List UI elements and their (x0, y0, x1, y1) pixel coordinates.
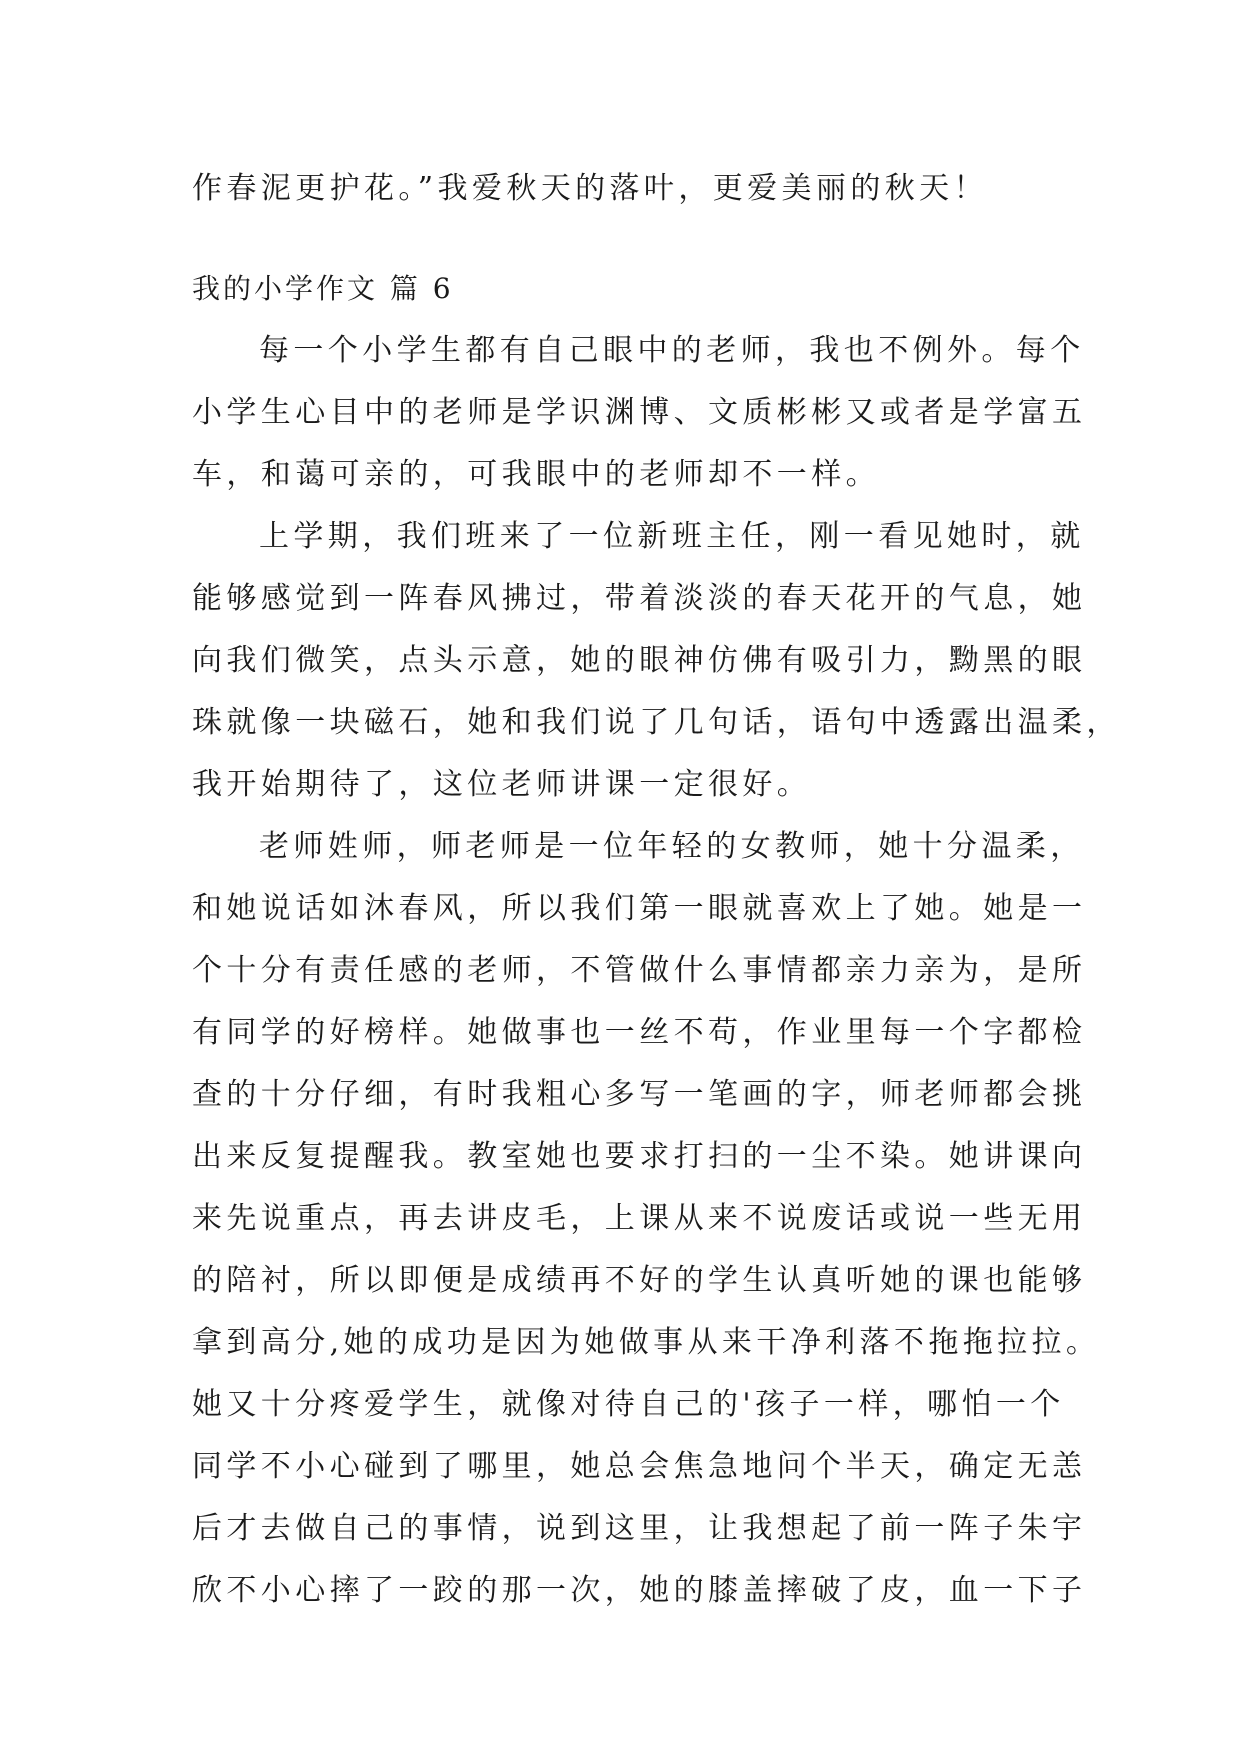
paragraph-line: 有同学的好榜样。她做事也一丝不苟，作业里每一个字都检 (192, 1015, 1087, 1050)
paragraph-line: 小学生心目中的老师是学识渊博、文质彬彬又或者是学富五 (192, 395, 1087, 430)
paragraph-line: 上学期，我们班来了一位新班主任，刚一看见她时，就 (259, 519, 1085, 554)
paragraph-line: 的陪衬，所以即便是成绩再不好的学生认真听她的课也能够 (192, 1263, 1087, 1298)
paragraph-line: 查的十分仔细，有时我粗心多写一笔画的字，师老师都会挑 (192, 1077, 1087, 1112)
section-heading: 我的小学作文 篇 6 (192, 272, 454, 305)
paragraph-line: 后才去做自己的事情，说到这里，让我想起了前一阵子朱宇 (192, 1511, 1087, 1546)
paragraph-line: 和她说话如沐春风，所以我们第一眼就喜欢上了她。她是一 (192, 891, 1087, 926)
paragraph-3 (192, 816, 1101, 1622)
paragraph-line: 来先说重点，再去讲皮毛，上课从来不说废话或说一些无用 (192, 1201, 1087, 1236)
paragraph-line: 每一个小学生都有自己眼中的老师，我也不例外。每个 (259, 333, 1085, 368)
paragraph-1 (192, 320, 1087, 506)
paragraph-line: 拿到高分,她的成功是因为她做事从来干净利落不拖拖拉拉。 (192, 1325, 1101, 1360)
paragraph-line: 出来反复提醒我。教室她也要求打扫的一尘不染。她讲课向 (192, 1139, 1087, 1174)
paragraph-line: 同学不小心碰到了哪里，她总会焦急地问个半天，确定无恙 (192, 1449, 1087, 1484)
paragraph-line: 我开始期待了，这位老师讲课一定很好。 (192, 767, 812, 802)
paragraph-line: 欣不小心摔了一跤的那一次，她的膝盖摔破了皮，血一下子 (192, 1573, 1087, 1608)
section-gap (192, 220, 1050, 258)
paragraph-line: 向我们微笑，点头示意，她的眼神仿佛有吸引力，黝黑的眼 (192, 643, 1087, 678)
paragraph-line: 珠就像一块磁石，她和我们说了几句话，语句中透露出温柔， (192, 705, 1121, 740)
document-page (192, 158, 1121, 1622)
intro-line: 作春泥更护花。”我爱秋天的落叶，更爱美丽的秋天！ (192, 171, 988, 206)
paragraph-line: 个十分有责任感的老师，不管做什么事情都亲力亲为，是所 (192, 953, 1087, 988)
paragraph-2 (192, 506, 1121, 816)
paragraph-line: 老师姓师，师老师是一位年轻的女教师，她十分温柔， (259, 829, 1085, 864)
paragraph-line: 她又十分疼爱学生，就像对待自己的'孩子一样，哪怕一个 (192, 1387, 1065, 1422)
paragraph-line: 车，和蔼可亲的，可我眼中的老师却不一样。 (192, 457, 880, 492)
paragraph-line: 能够感觉到一阵春风拂过，带着淡淡的春天花开的气息，她 (192, 581, 1087, 616)
